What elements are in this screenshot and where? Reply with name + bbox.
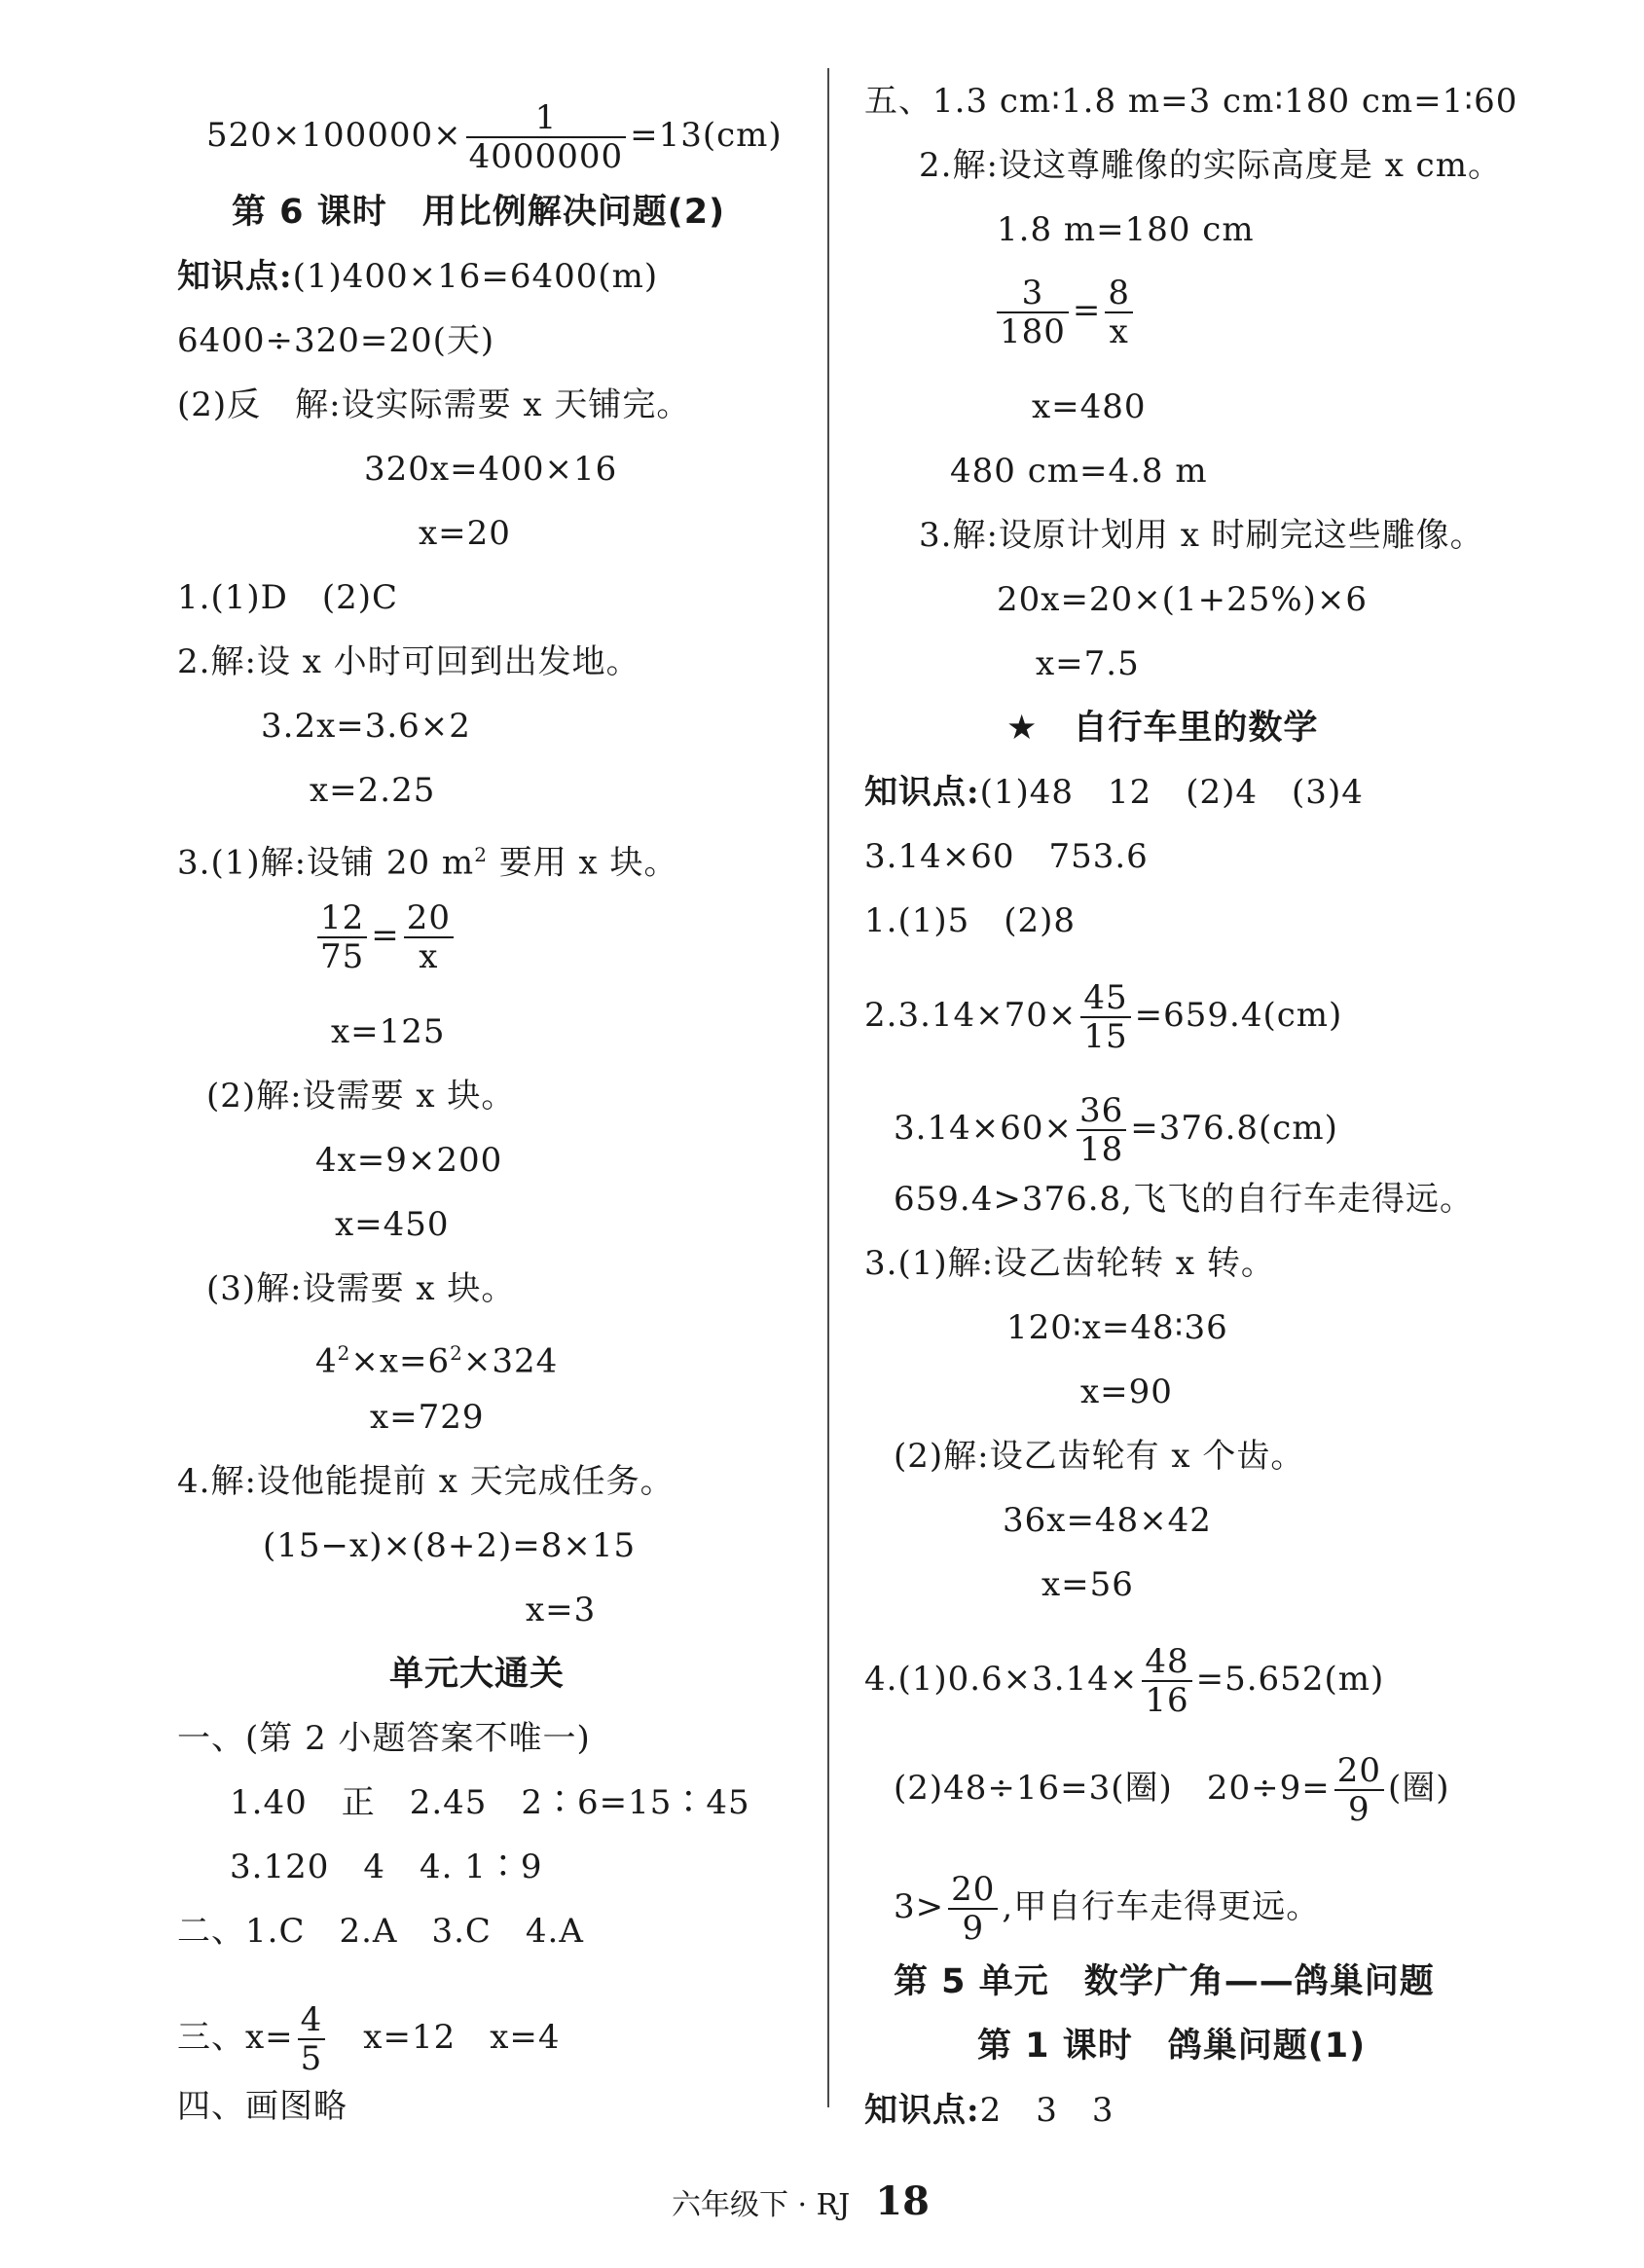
answer-line: 2.3.14×70× $\frac{45}{15}$ =659.4(cm) (864, 978, 1343, 1056)
knowledge-point: 知识点:2 3 3 (864, 2091, 1114, 2130)
answer-line: 3.14×60× $\frac{36}{18}$ =376.8(cm) (894, 1091, 1338, 1169)
fraction: $\frac{1}{4000000}$ (466, 99, 626, 175)
answer-line: 2.解:设这尊雕像的实际高度是 x cm。 (919, 146, 1502, 185)
unit-title: 第 5 单元 数学广角——鸽巢问题 (894, 1962, 1435, 2001)
equation-line: 320x=400×16 (364, 450, 618, 489)
answer-line: 3> $\frac{20}{9}$ ,甲自行车走得更远。 (894, 1870, 1321, 1948)
answer-line: 3.(1)解:设铺 20 $m^2$ 要用 x 块。 (177, 843, 678, 883)
equation-line: x=90 (1080, 1372, 1173, 1411)
fraction: $\frac{12}{75}$ (317, 899, 367, 975)
answer-line: (2)解:设乙齿轮有 x 个齿。 (894, 1437, 1305, 1476)
equation-line: x=20 (419, 514, 511, 553)
grade-label: 六年级下 · RJ (672, 2188, 851, 2222)
answer-line: (2)48÷16=3(圈) 20÷9= $\frac{20}{9}$ (圈) (894, 1751, 1450, 1829)
proportion: $\frac{12}{75}$ = $\frac{20}{x}$ (313, 899, 457, 975)
answer-line: 3.14×60 753.6 (864, 837, 1149, 876)
fraction: $\frac{36}{18}$ (1077, 1092, 1126, 1168)
fraction: $\frac{8}{x}$ (1105, 274, 1133, 350)
page-number: 18 (875, 2178, 930, 2224)
answer-line: 1.(1)5 (2)8 (864, 901, 1077, 940)
equation-line: x=2.25 (310, 771, 436, 810)
equation-line: x=729 (370, 1398, 485, 1437)
answer-line: 6400÷320=20(天) (177, 321, 495, 360)
equation-line: $4^2\times x=6^2\times 324$ (315, 1341, 559, 1381)
equation-line: 1.8 m=180 cm (997, 210, 1255, 249)
fraction: $\frac{48}{16}$ (1142, 1643, 1191, 1719)
lesson-title: 第 6 课时 用比例解决问题(2) (232, 193, 726, 232)
section-title: ★ 自行车里的数学 (1006, 709, 1319, 748)
equation-line: 480 cm=4.8 m (950, 452, 1208, 491)
fraction: $\frac{20}{9}$ (948, 1871, 998, 1947)
answer-line: 1.40 正 2.45 2∶6=15∶45 (230, 1783, 750, 1822)
equation-line: 36x=48×42 (1003, 1501, 1212, 1540)
knowledge-point: 知识点:(1)400×16=6400(m) (177, 257, 659, 296)
equation-line: x=7.5 (1036, 644, 1140, 683)
equation-line: 520×100000× $\frac{1}{4000000}$ =13(cm) (206, 98, 783, 176)
fraction: $\frac{45}{15}$ (1080, 979, 1130, 1055)
equation-line: x=125 (331, 1012, 446, 1051)
equation-line: 3.2x=3.6×2 (261, 707, 471, 746)
answer-line: 3.解:设原计划用 x 时刷完这些雕像。 (919, 516, 1484, 555)
column-divider (827, 68, 829, 2107)
lesson-title: 第 1 课时 鸽巢问题(1) (977, 2027, 1367, 2066)
answer-line: (3)解:设需要 x 块。 (206, 1269, 516, 1308)
answer-line: 659.4>376.8,飞飞的自行车走得远。 (894, 1180, 1474, 1219)
section-title: 单元大通关 (389, 1655, 566, 1694)
fraction: $\frac{20}{x}$ (404, 899, 454, 975)
fraction: $\frac{4}{5}$ (298, 2001, 326, 2077)
equation-line: x=450 (335, 1205, 450, 1244)
equation-line: x=480 (1032, 387, 1147, 426)
answer-line: 一、(第 2 小题答案不唯一) (177, 1719, 591, 1758)
equation-line: x=56 (1041, 1565, 1134, 1604)
answer-line: 五、1.3 cm∶1.8 m=3 cm∶180 cm=1∶60 (864, 82, 1518, 121)
equation-line: (15−x)×(8+2)=8×15 (263, 1526, 637, 1565)
page-footer (672, 2178, 930, 2224)
answer-line: (2)解:设需要 x 块。 (206, 1077, 516, 1116)
fraction: $\frac{20}{9}$ (1334, 1752, 1384, 1828)
answer-line: 二、1.C 2.A 3.C 4.A (177, 1912, 584, 1951)
equation-line: 120∶x=48∶36 (1006, 1308, 1228, 1347)
answer-line: 3.120 4 4. 1∶9 (230, 1847, 543, 1886)
answer-line: 1.(1)D (2)C (177, 578, 399, 617)
fraction: $\frac{3}{180}$ (997, 274, 1069, 350)
answer-line: 4.(1)0.6×3.14× $\frac{48}{16}$ =5.652(m) (864, 1642, 1385, 1720)
equation-line: x=3 (526, 1591, 597, 1629)
equation-line: 20x=20×(1+25%)×6 (997, 580, 1369, 619)
answer-line: 四、画图略 (177, 2087, 347, 2126)
proportion: $\frac{3}{180}$ = $\frac{8}{x}$ (993, 274, 1137, 350)
knowledge-point: 知识点:(1)48 12 (2)4 (3)4 (864, 773, 1364, 812)
answer-line: (2)反 解:设实际需要 x 天铺完。 (177, 385, 691, 424)
equation-line: 4x=9×200 (315, 1141, 503, 1180)
answer-line: 4.解:设他能提前 x 天完成任务。 (177, 1462, 675, 1501)
answer-line: 三、x= $\frac{4}{5}$ x=12 x=4 (177, 2000, 561, 2078)
answer-line: 2.解:设 x 小时可回到出发地。 (177, 642, 640, 681)
answer-line: 3.(1)解:设乙齿轮转 x 转。 (864, 1244, 1275, 1283)
